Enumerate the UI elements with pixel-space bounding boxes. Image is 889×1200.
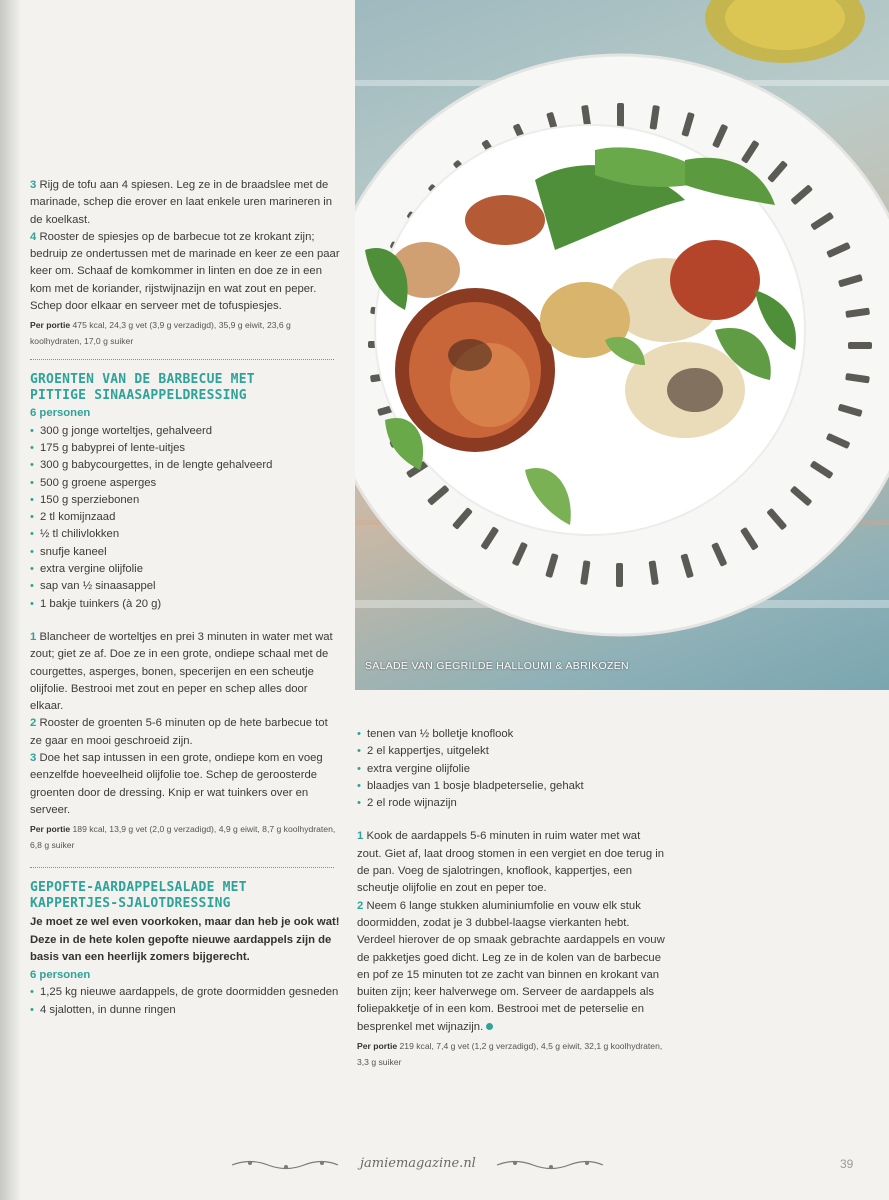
method-step: 1 Blancheer de worteltjes en prei 3 minuten in water met wat zout; giet ze af. Doe ze in een grote, ondiepe schaal met de courgettes, asperges, bonen, specerijen en een scheutje olijfolie. Bestrooi met zout en peper en schep alles door elkaar.	[30, 630, 333, 713]
ingredient-item: • extra vergine olijfolie	[357, 761, 667, 778]
ingredient-item: • 2 tl komijnzaad	[30, 509, 340, 526]
page-number: 39	[840, 1157, 854, 1171]
recipe3-title: GEPOFTE-AARDAPPELSALADE MET KAPPERTJES-SJALOTDRESSING	[30, 880, 247, 912]
recipe2-persons: 6 personen	[30, 407, 91, 420]
recipe3-intro: Je moet ze wel even voorkoken, maar dan heb je ook wat! Deze in de hete kolen gepofte nieuwe aardappels zijn de basis van een heerlijk zomers bijgerecht.	[30, 916, 340, 963]
recipe2-nutrition: Per portie 189 kcal, 13,9 g vet (2,0 g verzadigd), 4,9 g eiwit, 8,7 g koolhydraten, 6,8 g suiker	[30, 824, 336, 851]
tofu-step-4: 4 Rooster de spiesjes op de barbecue tot ze krokant zijn; bedruip ze ondertussen met de marinade en keer ze een paar keer om. Schaaf de komkommer in linten en doe ze in een kom met de koriander, rijstwijnazijn en wat zout en peper. Schep door elkaar en serveer met de tofuspiesjes.	[30, 230, 340, 313]
method-step: 3 Doe het sap intussen in een grote, ondiepe kom en voeg eenzelfde hoeveelheid olijfolie toe. Schep de geroosterde groenten door de dressing. Knip er wat tuinkers over en serveer.	[30, 752, 323, 816]
salad-plate-illustration	[355, 0, 889, 690]
page-footer	[230, 1150, 610, 1180]
plate-rim-slot	[848, 342, 872, 349]
food-photo	[355, 0, 889, 690]
left-column	[30, 177, 340, 1019]
ingredient-item: • sap van ½ sinaasappel	[30, 578, 340, 595]
brand-wordmark: jamiemagazine.nl	[360, 1156, 476, 1171]
ingredient-item: • 500 g groene asperges	[30, 475, 340, 492]
recipe2-title: GROENTEN VAN DE BARBECUE MET PITTIGE SINAASAPPELDRESSING	[30, 372, 255, 404]
recipe3-persons: 6 personen	[30, 969, 91, 982]
section-divider	[30, 867, 334, 868]
plate-rim-slot	[617, 103, 624, 127]
plate-rim-slot	[616, 563, 623, 587]
ingredient-item: • 4 sjalotten, in dunne ringen	[30, 1002, 340, 1019]
ingredient-item: • ½ tl chilivlokken	[30, 526, 340, 543]
recipe3-steps	[357, 828, 667, 1036]
ingredient-item: • 1,25 kg nieuwe aardappels, de grote doormidden gesneden	[30, 984, 340, 1001]
ingredient-item: • 2 el rode wijnazijn	[357, 795, 667, 812]
end-mark-icon	[486, 1023, 493, 1030]
ingredient-item: • 150 g sperziebonen	[30, 492, 340, 509]
right-column	[357, 726, 667, 1070]
floral-ornament-right-icon	[495, 1158, 605, 1172]
ingredient-item: • 2 el kappertjes, uitgelekt	[357, 743, 667, 760]
tofu-nutrition: Per portie 475 kcal, 24,3 g vet (3,9 g verzadigd), 35,9 g eiwit, 23,6 g koolhydraten, 17,0 g suiker	[30, 320, 291, 347]
method-step: 2 Rooster de groenten 5-6 minuten op de hete barbecue tot ze gaar en mooi geschroeid zijn.	[30, 717, 328, 747]
method-step: 2 Neem 6 lange stukken aluminiumfolie en vouw elk stuk doormidden, zodat je 3 dubbel-laagse vierkanten hebt. Verdeel hierover de op smaak gebrachte aardappels en vouw de pakketjes goed dicht. Leg ze in de kolen van de barbecue en pof ze 15 minuten tot ze zacht van binnen en krokant van buiten zijn; keer halverwege om. Serveer de aardappels als foliepakketje of in een kom. Bestrooi met de peterselie en besprenkel met wijnazijn.	[357, 899, 665, 1033]
ingredient-item: • 300 g babycourgettes, in de lengte gehalveerd	[30, 457, 340, 474]
ingredient-item: • extra vergine olijfolie	[30, 561, 340, 578]
ingredient-item: • 300 g jonge worteltjes, gehalveerd	[30, 423, 340, 440]
recipe3-ingredient-list-right	[357, 726, 667, 812]
page-gutter-shadow	[0, 0, 22, 1200]
ingredient-item: • 175 g babyprei of lente-uitjes	[30, 440, 340, 457]
ingredient-item: • tenen van ½ bolletje knoflook	[357, 726, 667, 743]
section-divider	[30, 359, 334, 360]
ingredient-item: • 1 bakje tuinkers (à 20 g)	[30, 596, 340, 613]
tofu-step-3: 3 Rijg de tofu aan 4 spiesen. Leg ze in de braadslee met de marinade, schep die erover en laat enkele uren marineren in de koelkast.	[30, 179, 333, 226]
photo-caption: SALADE VAN GEGRILDE HALLOUMI & ABRIKOZEN	[365, 660, 629, 672]
recipe3-nutrition: Per portie 219 kcal, 7,4 g vet (1,2 g verzadigd), 4,5 g eiwit, 32,1 g koolhydraten, 3,3 g suiker	[357, 1041, 663, 1068]
recipe2-ingredient-list	[30, 423, 340, 613]
recipe3-ingredient-list-left	[30, 984, 340, 1019]
recipe2-steps	[30, 629, 340, 819]
floral-ornament-left-icon	[230, 1158, 340, 1172]
ingredient-item: • snufje kaneel	[30, 544, 340, 561]
method-step: 1 Kook de aardappels 5-6 minuten in ruim water met wat zout. Giet af, laat droog stomen in een vergiet en doe terug in de pan. Voeg de sjalotringen, knoflook, kappertjes, een scheutje olijfolie en zout en peper toe.	[357, 830, 665, 895]
ingredient-item: • blaadjes van 1 bosje bladpeterselie, gehakt	[357, 778, 667, 795]
